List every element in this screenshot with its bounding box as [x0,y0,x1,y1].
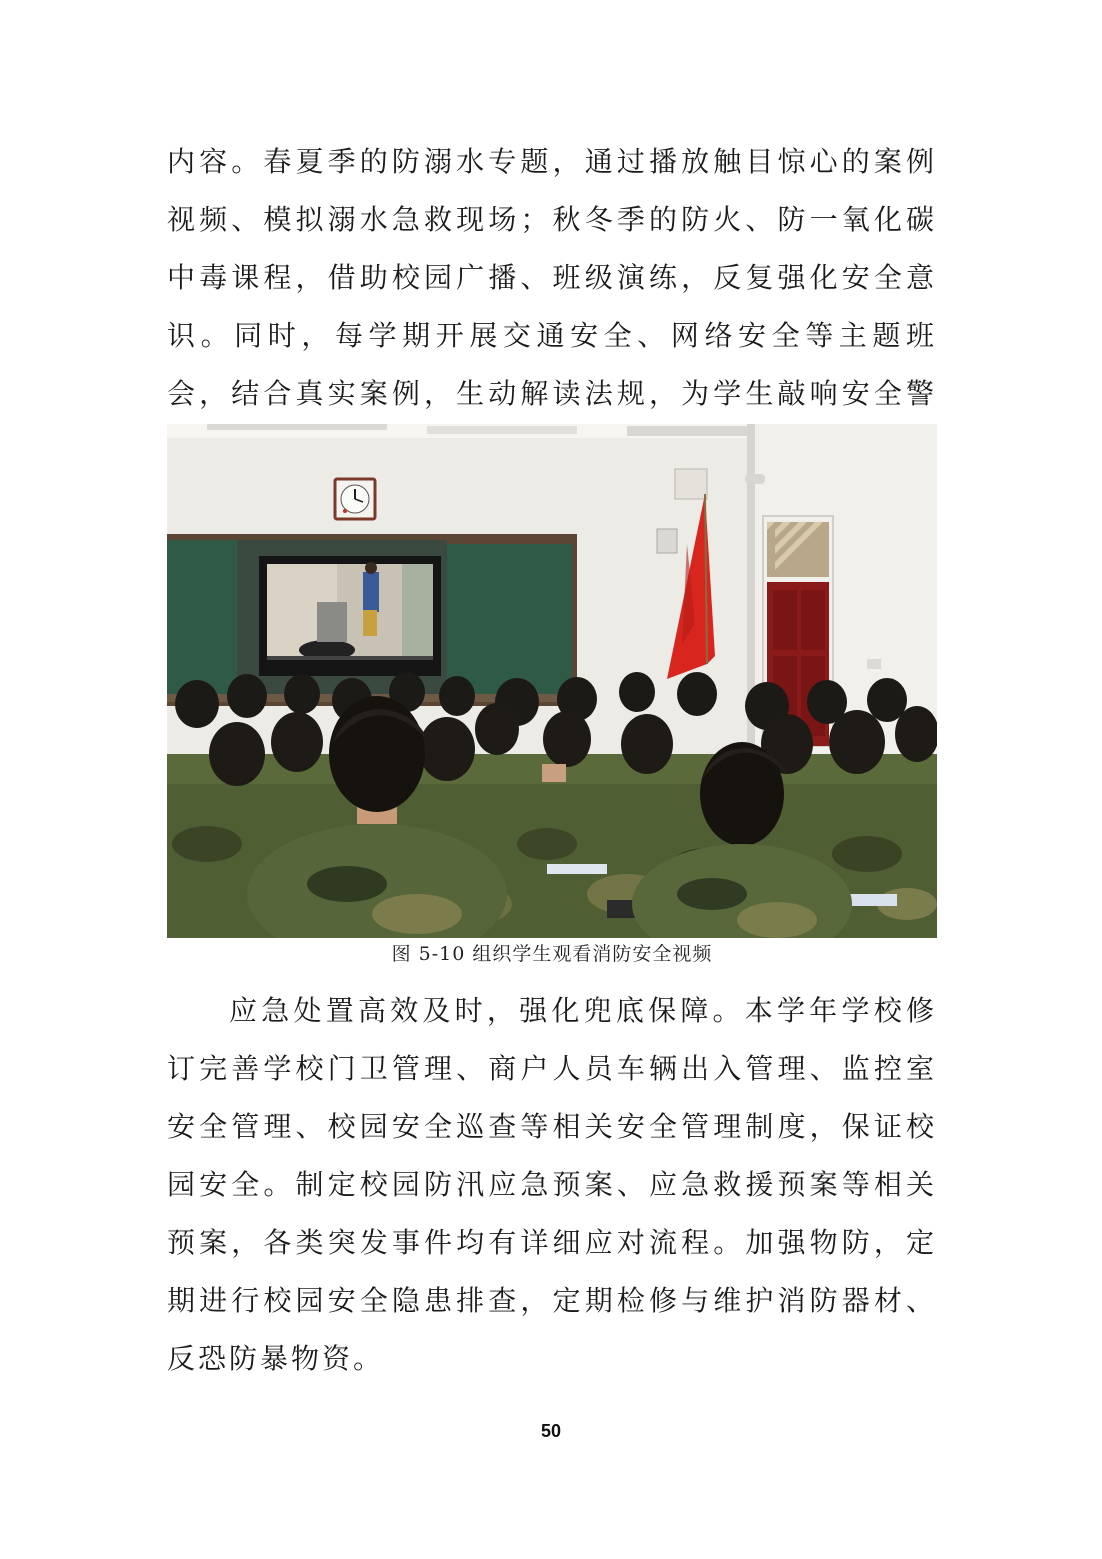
body-paragraph-2: 应急处置高效及时，强化兜底保障。本学年学校修订完善学校门卫管理、商户人员车辆出入管理、监控室安全管理、校园安全巡查等相关安全管理制度，保证校园安全。制定校园防汛应急预案、应急救援预案等相关预案，各类突发事件均有详细应对流程。加强物防，定期进行校园安全隐患排查，定期检修与维护消防器材、反恐防暴物资。 [167,994,937,1375]
tv-screen [259,556,441,676]
classroom-photo [167,424,937,938]
page-number: 50 [540,1421,562,1441]
clock-icon [335,479,375,519]
figure-caption: 图 5-10 组织学生观看消防安全视频 [391,943,713,965]
body-paragraph-1: 内容。春夏季的防溺水专题，通过播放触目惊心的案例视频、模拟溺水急救现场；秋冬季的防火、防一氧化碳中毒课程，借助校园广播、班级演练，反复强化安全意识。同时，每学期开展交通安全、网络安全等主题班会，结合真实案例，生动解读法规，为学生敲响安全警 [167,145,937,410]
